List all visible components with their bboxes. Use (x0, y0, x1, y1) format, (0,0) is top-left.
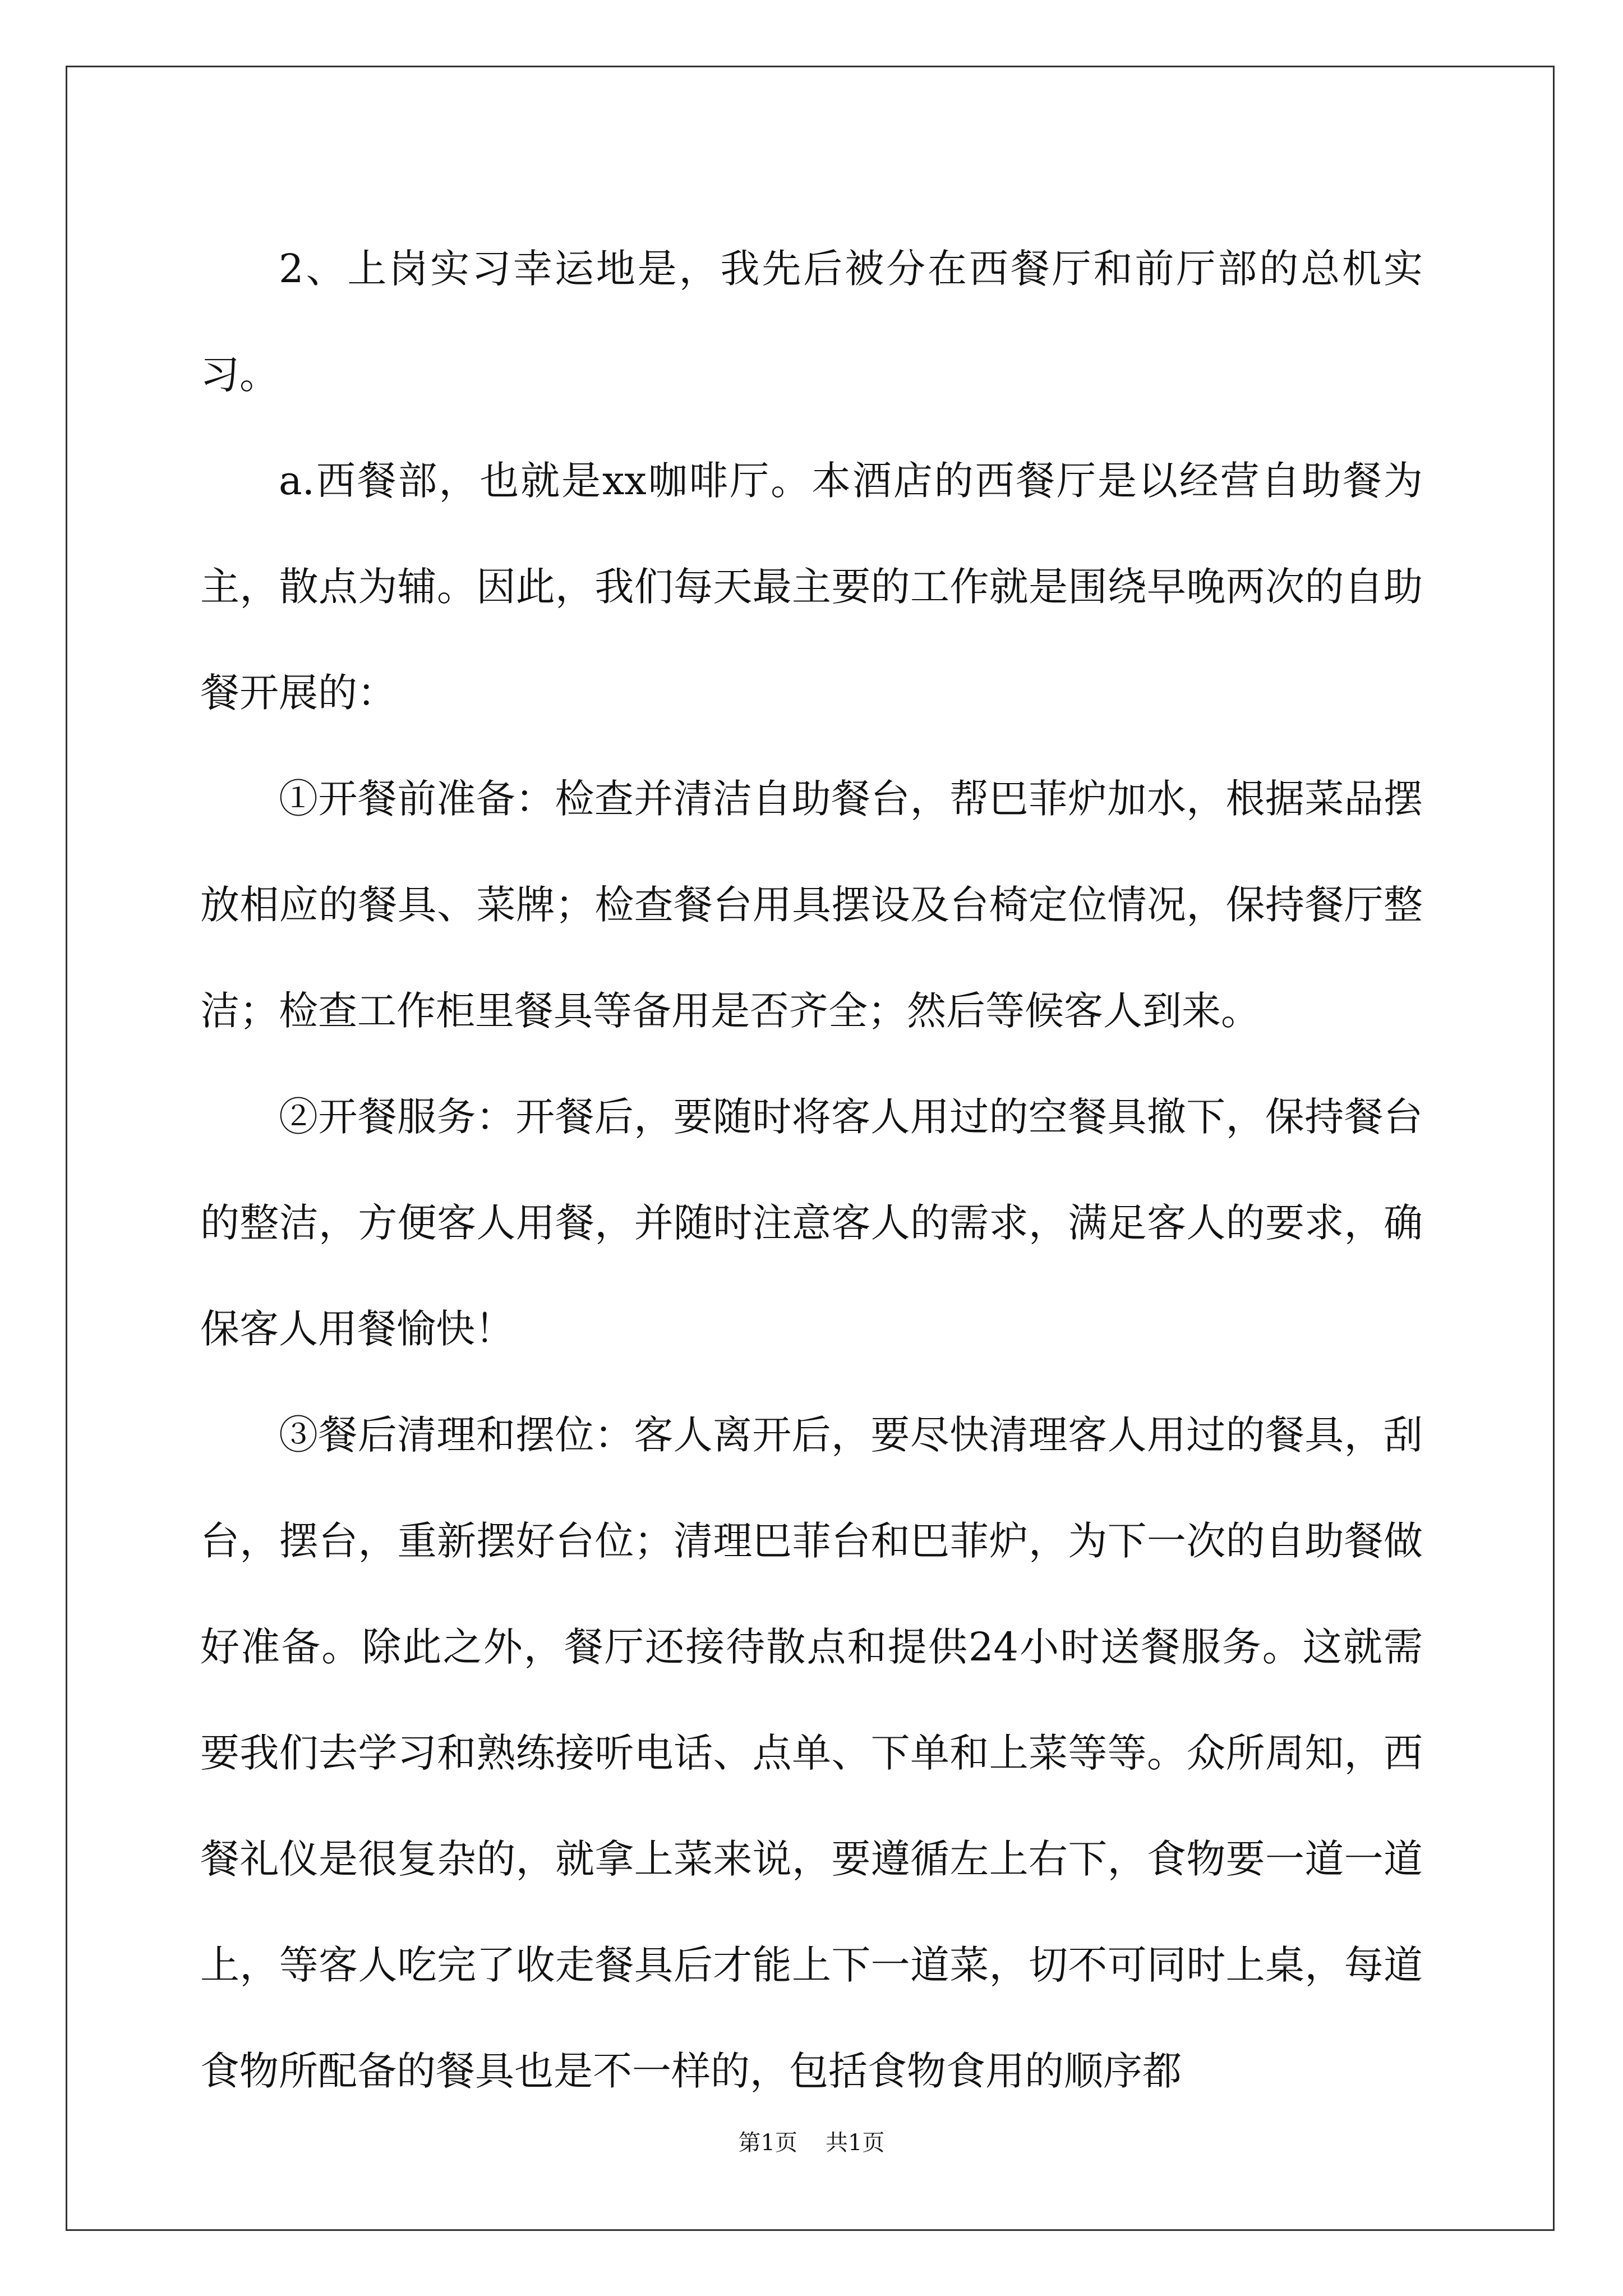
page-number: 第1页 (738, 2130, 797, 2156)
paragraph-4: ②开餐服务：开餐后，要随时将客人用过的空餐具撤下，保持餐台的整洁，方便客人用餐，并随时注意客人的需求，满足客人的要求，确保客人用餐愉快！ (200, 1094, 1423, 1352)
paragraph-1: 2、上岗实习幸运地是，我先后被分在西餐厅和前厅部的总机实习。 (200, 246, 1423, 398)
paragraph-5: ③餐后清理和摆位：客人离开后，要尽快清理客人用过的餐具，刮台，摆台，重新摆好台位；清理巴菲台和巴菲炉，为下一次的自助餐做好准备。除此之外，餐厅还接待散点和提供24小时送餐服务。这就需要我们去学习和熟练接听电话、点单、下单和上菜等等。众所周知，西餐礼仪是很复杂的，就拿上菜来说，要遵循左上右下，食物要一道一道上，等客人吃完了收走餐具后才能上下一道菜，切不可同时上桌，每道食物所配备的餐具也是不一样的，包括食物食用的顺序都 (200, 1412, 1423, 2094)
paragraph-2: a.西餐部，也就是xx咖啡厅。本酒店的西餐厅是以经营自助餐为主，散点为辅。因此，我们每天最主要的工作就是围绕早晚两次的自助餐开展的： (200, 458, 1423, 716)
paragraph-3: ①开餐前准备：检查并清洁自助餐台，帮巴菲炉加水，根据菜品摆放相应的餐具、菜牌；检查餐台用具摆设及台椅定位情况，保持餐厅整洁；检查工作柜里餐具等备用是否齐全；然后等候客人到来。 (200, 776, 1423, 1034)
document-body (200, 216, 1423, 2124)
page-footer (0, 2126, 1623, 2160)
page-total: 共1页 (826, 2130, 885, 2156)
